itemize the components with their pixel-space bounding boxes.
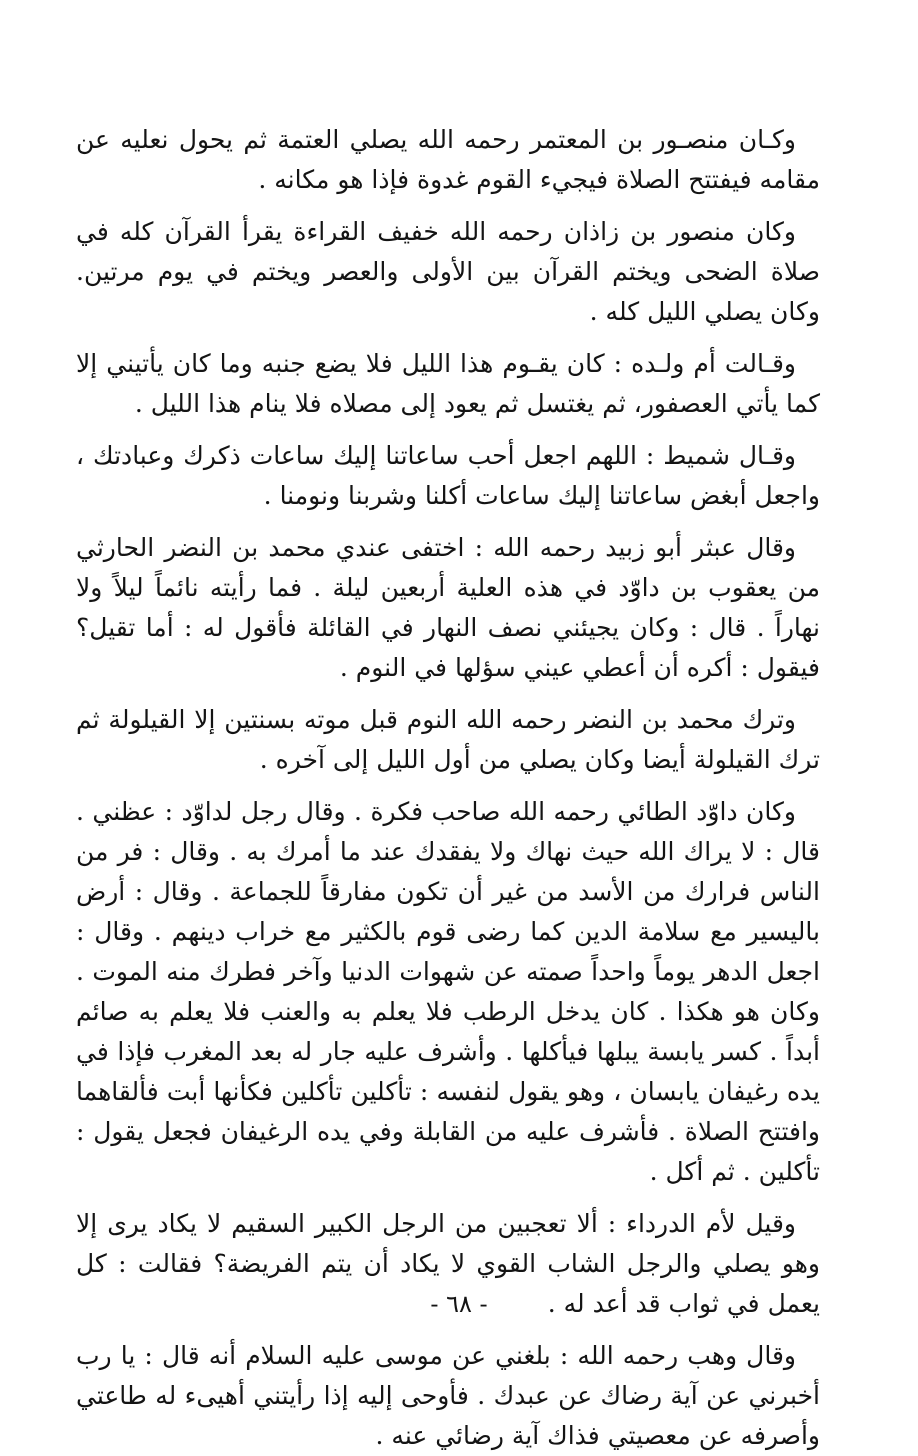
paragraph-4: وقـال شميط : اللهم اجعل أحب ساعاتنا إليك ساعات ذكرك وعبادتك ، واجعل أبغض ساعاتنا إليك ساعات أكلنا وشربنا ونومنا . (76, 441, 820, 510)
paragraph-7: وكان داوّد الطائي رحمه الله صاحب فكرة . وقال رجل لداوّد : عظني . قال : لا يراك الله حيث نهاك ولا يفقدك عند ما أمرك به . وقال : فر من الناس فرارك من الأسد من غير أن تكون مفارقاً للجماعة . وقال : أرض باليسير مع سلامة الدين كما رضى قوم بالكثير مع خراب دينهم . وقال : اجعل الدهر يوماً واحداً صمته عن شهوات الدنيا وآخر فطرك منه الموت . وكان هو هكذا . كان يدخل الرطب فلا يعلم به والعنب فلا يعلم به صائم أبداً . كسر يابسة يبلها فيأكلها . وأشرف عليه جار له بعد المغرب فإذا في يده رغيفان يابسان ، وهو يقول لنفسه : تأكلين تأكلين فكأنها أبت فألقاهما وافتتح الصلاة . فأشرف عليه من القابلة وفي يده الرغيفان فجعل يقول : تأكلين . ثم أكل . (76, 797, 820, 1186)
paragraph-1: وكـان منصـور بن المعتمر رحمه الله يصلي العتمة ثم يحول نعليه عن مقامه فيفتتح الصلاة فيجيء القوم غدوة فإذا هو مكانه . (76, 125, 820, 194)
paragraph-8: وقيل لأم الدرداء : ألا تعجبين من الرجل الكبير السقيم لا يكاد يرى إلا وهو يصلي والرجل الشاب القوي لا يكاد أن يتم الفريضة؟ فقالت : كل يعمل في ثواب قد أعد له . (76, 1209, 820, 1318)
paragraph-6: وترك محمد بن النضر رحمه الله النوم قبل موته بسنتين إلا القيلولة ثم ترك القيلولة أيضا وكان يصلي من أول الليل إلى آخره . (76, 705, 820, 774)
page-number: - ٦٨ - (430, 1290, 488, 1318)
paragraph-3: وقـالت أم ولـده : كان يقـوم هذا الليل فلا يضع جنبه وما كان يأتيني إلا كما يأتي العصفور، ثم يغتسل ثم يعود إلى مصلاه فلا ينام هذا الليل . (76, 349, 820, 418)
paragraph-5: وقال عبثر أبو زبيد رحمه الله : اختفى عندي محمد بن النضر الحارثي من يعقوب بن داوّد في هذه العلية أربعين ليلة . فما رأيته نائماً ليلاً ولا نهاراً . قال : وكان يجيئني نصف النهار في القائلة فأقول له : أما تقيل؟ فيقول : أكره أن أعطي عيني سؤلها في النوم . (76, 533, 820, 682)
paragraph-2: وكان منصور بن زاذان رحمه الله خفيف القراءة يقرأ القرآن كله في صلاة الضحى ويختم القرآن بين الأولى والعصر ويختم في يوم مرتين. وكان يصلي الليل كله . (76, 217, 820, 326)
body-text (76, 120, 820, 1456)
paragraph-9: وقال وهب رحمه الله : بلغني عن موسى عليه السلام أنه قال : يا رب أخبرني عن آية رضاك عن عبدك . فأوحى إليه إذا رأيتني أهيىء له طاعتي وأصرفه عن معصيتي فذاك آية رضائي عنه . (76, 1341, 820, 1450)
